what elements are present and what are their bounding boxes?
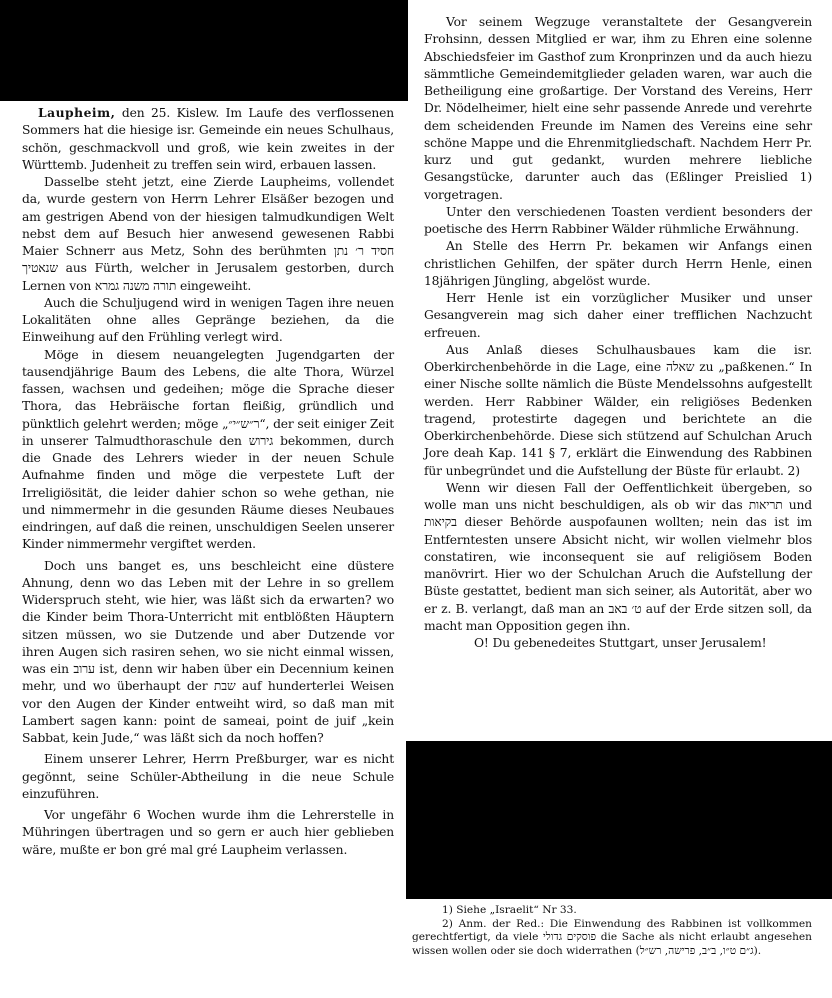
- footnote-2: 2) Anm. der Red.: Die Einwendung des Rabbinen ist vollkommen gerechtfertigt, da viele פוסקים גדולי die Sache als nicht erlaubt angesehen wissen wollen oder sie doch widerrathen (ג״ם ט״ו, ב״ב, פרישה, רש״ל).: [412, 917, 813, 957]
- paragraph: Vor seinem Wegzuge veranstaltete der Gesangverein Frohsinn, dessen Mitglied er war, ihm zu Ehren eine solenne Abschiedsfeier im Gasthof zum Kronprinzen und da auch hiezu sämmtliche Gemeindemitglieder geladen waren, war auch die Betheiligung eine großartige. Der Vorstand des Vereins, Herr Dr. Nödelheimer, hielt eine sehr passende Anrede und verehrte dem scheidenden Freunde im Namen des Vereins eine sehr schöne Mappe und die Ehrenmitgliedschaft. Nachdem Herr Pr. kurz und gut gedankt, wurden mehrere liebliche Gesangstücke, darunter auch das (Eßlinger Preislied 1) vorgetragen.: [424, 15, 812, 202]
- closing-line: O! Du gebenedeites Stuttgart, unser Jerusalem!: [474, 636, 767, 650]
- paragraph: Aus Anlaß dieses Schulhausbaues kam die isr. Oberkirchenbehörde in die Lage, eine שאלה zu „paßkenen.“ In einer Nische sollte nämlich die Büste Mendelssohns aufgestellt werden. Herr Rabbiner Wälder, ein religiöses Bedenken tragend, protestirte dagegen und berichtete an die Oberkirchenbehörde. Diese sich stützend auf Schulchan Aruch Jore deah Kap. 141 § 7, erklärt die Einwendung des Rabbinen für unbegründet und die Aufstellung der Büste für erlaubt. 2): [424, 342, 813, 478]
- paragraph: Einem unserer Lehrer, Herrn Preßburger, war es nicht gegönnt, seine Schüler-Abtheilung in die neue Schule einzuführen.: [22, 752, 394, 801]
- footnote-1: 1) Siehe „Israelit“ Nr 33.: [442, 904, 577, 916]
- paragraph: den 25. Kislew. Im Laufe des verflossenen Sommers hat die hiesige isr. Gemeinde ein neues Schulhaus, schön, geschmackvoll und groß, wie kein zweites in der Württemb. Judenheit zu treffen sein wird, erbauen lassen.: [22, 106, 394, 172]
- left-column: [22, 104, 394, 859]
- paragraph: Doch uns banget es, uns beschleicht eine düstere Ahnung, denn wo das Leben mit der Lehre in so grellem Widerspruch steht, wie hier, was läßt sich da erwarten? wo die Kinder beim Thora-Unterricht mit entblößten Häuptern sitzen müssen, wo sie Dutzende und aber Dutzende vor ihren Augen sich rasiren sehen, wo sie nicht einmal wissen, was ein ערוב ist, denn wir haben über ein Decennium keinen mehr, und wo überhaupt der שבת auf hunderterlei Weisen vor den Augen der Kinder entweiht wird, so daß man mit Lambert sagen kann: point de sameai, point de juif „kein Sabbat, kein Jude,“ was läßt sich da noch hoffen?: [22, 558, 395, 745]
- paragraph: An Stelle des Herrn Pr. bekamen wir Anfangs einen christlichen Gehilfen, der später durch Herrn Henle, einen 18jährigen Jüngling, abgelöst wurde.: [424, 239, 812, 288]
- paragraph: Möge in diesem neuangelegten Jugendgarten der tausendjährige Baum des Lebens, die alte Thora, Würzel fassen, wachsen und gedeihen; möge die Sprache dieser Thora, das Hebräische fortan fleißig, gründlich und pünktlich gelehrt werden; möge „ר״ש״י״“, der seit einiger Zeit in unserer Talmudthoraschule den גירוש bekommen, durch die Gnade des Lehrers wieder in der neuen Schule Aufnahme finden und möge die verpestete Luft der Irreligiösität, die leider dahier schon so wehe gethan, nie und nimmermehr in die gesunden Räume dieses Neubaues eindringen, auf daß die reinen, unschuldigen Seelen unserer Kinder nimmermehr vergiftet werden.: [22, 347, 394, 552]
- redacted-area-bottom-right: [406, 741, 832, 899]
- footnotes: [412, 904, 812, 958]
- paragraph: Unter den verschiedenen Toasten verdient besonders der poetische des Herrn Rabbiner Wälder rühmliche Erwähnung.: [424, 204, 812, 236]
- paragraph: Dasselbe steht jetzt, eine Zierde Laupheims, vollendet da, wurde gestern von Herrn Lehrer Elsäßer bezogen und am gestrigen Abend von der hiesigen talmudkundigen Welt nebst dem auf Besuch hier anwesend gewesenen Rabbi Maier Schnerr aus Metz, Sohn des berühmten חסיד ר׳ נתן שנאטיך aus Fürth, welcher in Jerusalem gestorben, durch Lernen von תורה משנה גמרא eingeweiht.: [22, 175, 394, 293]
- paragraph: Herr Henle ist ein vorzüglicher Musiker und unser Gesangverein mag sich daher einer trefflichen Nachzucht erfreuen.: [424, 291, 812, 340]
- article-heading: Laupheim,: [38, 105, 116, 120]
- right-column: [424, 14, 812, 652]
- article-opening: [22, 104, 394, 174]
- redacted-area-top-left: [0, 0, 408, 101]
- paragraph: Vor ungefähr 6 Wochen wurde ihm die Lehrerstelle in Mühringen übertragen und so gern er auch hier geblieben wäre, mußte er bon gré mal gré Laupheim verlassen.: [22, 808, 394, 857]
- paragraph: Wenn wir diesen Fall der Oeffentlichkeit übergeben, so wolle man uns nicht beschuldigen, als ob wir das תריאות und בקיאות dieser Behörde auspofaunen wollten; nein das ist im Entferntesten unsere Absicht nicht, wir wollen vielmehr blos constatiren, wie inconsequent sie auf religiösem Boden manövrirt. Hier wo der Schulchan Aruch die Aufstellung der Büste gestattet, bedient man sich seiner, als Autorität, aber wo er z. B. verlangt, daß man an ט׳ באב auf der Erde sitzen soll, da macht man Opposition gegen ihn.: [424, 480, 812, 633]
- paragraph: Auch die Schuljugend wird in wenigen Tagen ihre neuen Lokalitäten ohne alles Gepränge beziehen, da die Einweihung auf den Frühling verlegt wird.: [22, 295, 394, 345]
